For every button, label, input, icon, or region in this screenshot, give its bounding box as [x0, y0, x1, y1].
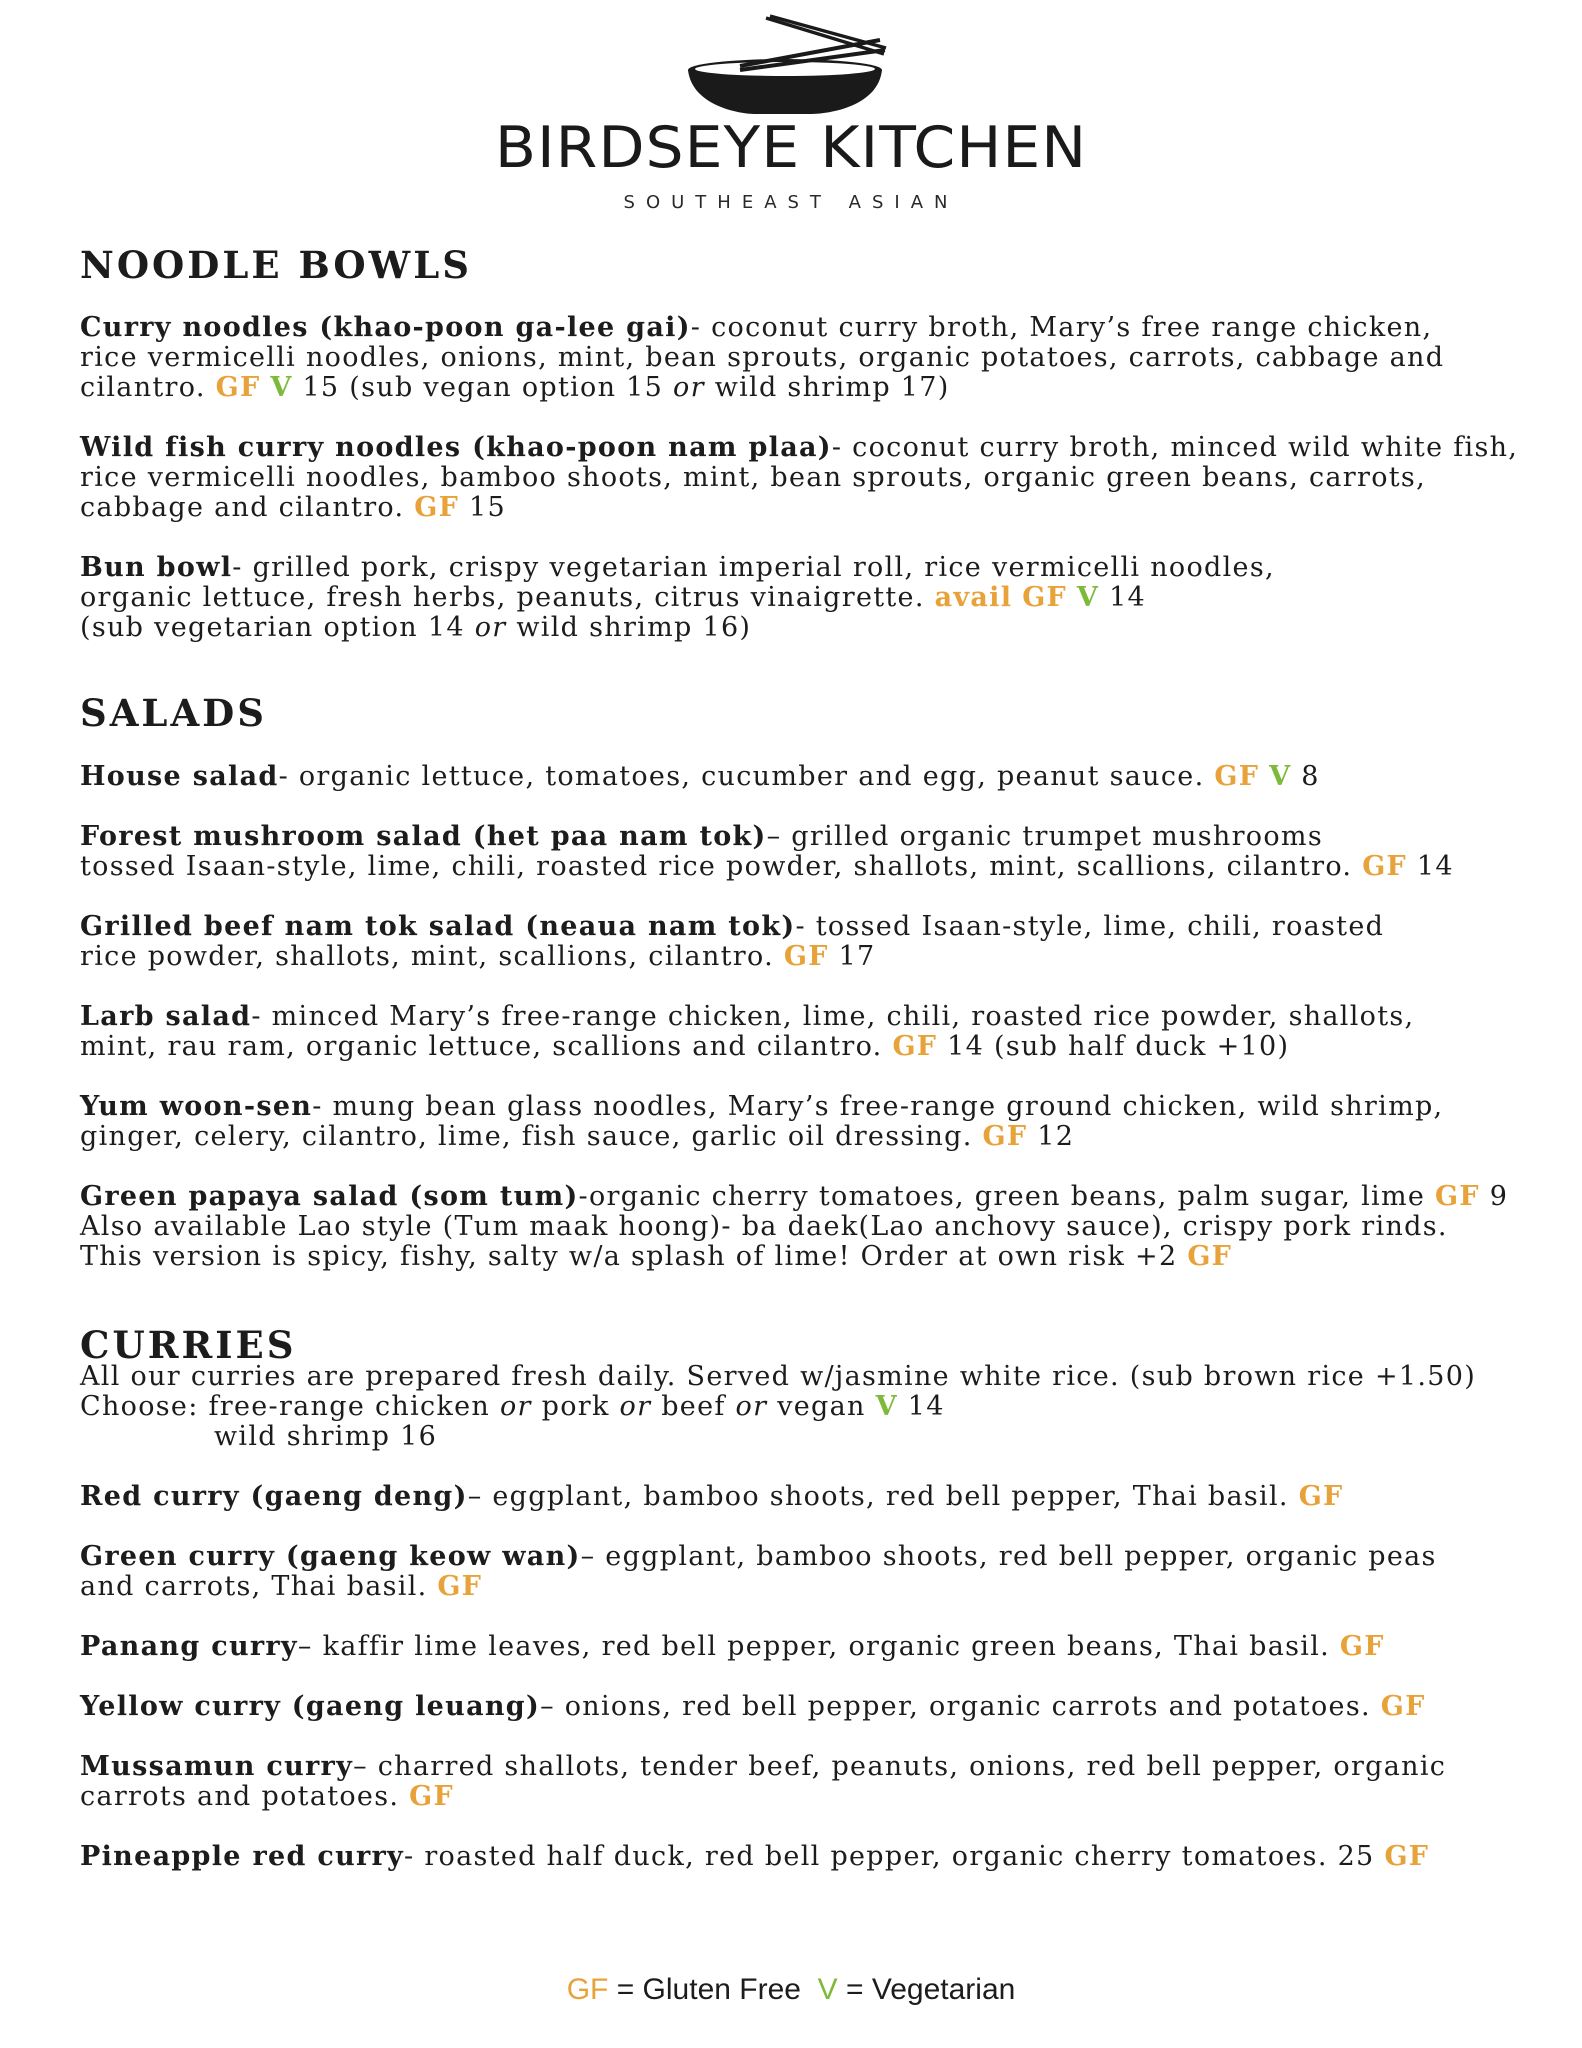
- item-price: 14: [907, 1391, 945, 1422]
- item-description: cilantro.: [80, 372, 206, 403]
- section-title: SALADS: [80, 691, 267, 735]
- or-word: or: [735, 1391, 768, 1422]
- gluten-free-tag: GF: [1214, 761, 1260, 792]
- item-name: Curry noodles (khao-poon ga-lee gai): [80, 312, 691, 343]
- menu-item-forest-mushroom-salad: [80, 822, 1570, 882]
- item-name: Yellow curry (gaeng leuang): [80, 1691, 541, 1722]
- protein-choice: pork: [541, 1391, 610, 1422]
- menu-item-mussamun-curry: [80, 1752, 1570, 1812]
- gluten-free-tag: GF: [1435, 1181, 1480, 1212]
- gluten-free-tag: GF: [1339, 1631, 1385, 1662]
- item-description: – eggplant, bamboo shoots, red bell pepper, Thai basil.: [467, 1481, 1289, 1512]
- menu-item-green-papaya-salad: [80, 1182, 1570, 1272]
- vegetarian-tag: V: [1076, 582, 1100, 613]
- item-price-alt: wild shrimp 17): [714, 372, 950, 403]
- protein-choice: Choose: free-range chicken: [80, 1391, 491, 1422]
- section-curries: [80, 1323, 1570, 1367]
- item-description: rice vermicelli noodles, onions, mint, bean sprouts, organic potatoes, carrots, cabbage and: [80, 342, 1445, 373]
- gluten-free-tag: GF: [1187, 1241, 1233, 1272]
- item-description: - mung bean glass noodles, Mary’s free-range ground chicken, wild shrimp,: [312, 1091, 1444, 1122]
- menu-item-bun-bowl: [80, 553, 1570, 643]
- vegetarian-tag: V: [270, 372, 293, 403]
- item-price: 8: [1301, 761, 1320, 792]
- item-name: Larb salad: [80, 1001, 252, 1032]
- gluten-free-tag: GF: [783, 941, 829, 972]
- gluten-free-tag: GF: [1384, 1841, 1430, 1872]
- item-description: This version is spicy, fishy, salty w/a splash of lime! Order at own risk +2: [80, 1241, 1178, 1272]
- section-title: NOODLE BOWLS: [80, 243, 472, 287]
- item-description: - tossed Isaan-style, lime, chili, roasted: [795, 911, 1385, 942]
- item-description: rice vermicelli noodles, bamboo shoots, mint, bean sprouts, organic green beans, carrots,: [80, 462, 1426, 493]
- avail-tag: avail: [934, 582, 1013, 613]
- gluten-free-tag: GF: [982, 1121, 1028, 1152]
- menu-item-larb-salad: [80, 1002, 1570, 1062]
- brand-tagline: SOUTHEAST ASIAN: [623, 192, 959, 213]
- item-price: 12: [1037, 1121, 1075, 1152]
- gluten-free-tag: GF: [1022, 582, 1068, 613]
- item-price: 9: [1489, 1181, 1509, 1212]
- item-name: Green papaya salad (som tum): [80, 1181, 579, 1212]
- legend-gf-text: = Gluten Free: [616, 1973, 801, 2006]
- menu-item-green-curry: [80, 1542, 1570, 1602]
- item-price: 14: [1109, 582, 1147, 613]
- gluten-free-tag: GF: [1380, 1691, 1426, 1722]
- or-word: or: [619, 1391, 652, 1422]
- item-description: (sub vegetarian option 14: [80, 612, 465, 643]
- item-price: 17: [838, 941, 876, 972]
- item-name: Panang curry: [80, 1631, 298, 1662]
- item-name: Red curry (gaeng deng): [80, 1481, 468, 1512]
- item-name: Mussamun curry: [80, 1751, 354, 1782]
- item-name: Yum woon-sen: [80, 1091, 313, 1122]
- section-noodle-bowls: [80, 243, 1570, 287]
- item-description: ginger, celery, cilantro, lime, fish sauce, garlic oil dressing.: [80, 1121, 973, 1152]
- gluten-free-tag: GF: [414, 492, 460, 523]
- item-price: 15 (sub vegan option 15: [302, 372, 664, 403]
- gluten-free-tag: GF: [892, 1031, 938, 1062]
- item-price: 14: [1416, 851, 1454, 882]
- item-description: - organic lettuce, tomatoes, cucumber and egg, peanut sauce.: [278, 761, 1205, 792]
- item-description: cabbage and cilantro.: [80, 492, 405, 523]
- item-name: Pineapple red curry: [80, 1841, 405, 1872]
- brand-name: BIRDSEYE KITCHEN: [494, 114, 1088, 182]
- item-description: – charred shallots, tender beef, peanuts, onions, red bell pepper, organic: [353, 1751, 1447, 1782]
- gluten-free-tag: GF: [437, 1571, 483, 1602]
- item-description: – grilled organic trumpet mushrooms: [766, 821, 1323, 852]
- protein-choice-shrimp: wild shrimp 16: [214, 1421, 438, 1452]
- gluten-free-tag: GF: [1362, 851, 1408, 882]
- item-price: 15: [469, 492, 506, 523]
- item-description: – eggplant, bamboo shoots, red bell pepper, organic peas: [580, 1541, 1437, 1572]
- menu-item-panang-curry: [80, 1632, 1570, 1662]
- or-word: or: [673, 372, 705, 403]
- section-title: CURRIES: [80, 1323, 297, 1367]
- gluten-free-tag: GF: [1298, 1481, 1344, 1512]
- curries-intro-text: All our curries are prepared fresh daily. Served w/jasmine white rice. (sub brown rice +1.50): [80, 1361, 1477, 1392]
- item-description: tossed Isaan-style, lime, chili, roasted rice powder, shallots, mint, scallions, cilantro.: [80, 851, 1353, 882]
- curries-intro: [80, 1362, 1570, 1452]
- item-description: - coconut curry broth, minced wild white fish,: [831, 432, 1519, 463]
- section-salads: [80, 691, 1570, 735]
- item-description: mint, rau ram, organic lettuce, scallions and cilantro.: [80, 1031, 883, 1062]
- bowl-with-chopsticks-icon: [680, 14, 890, 114]
- item-description: -organic cherry tomatoes, green beans, palm sugar, lime: [578, 1181, 1426, 1212]
- or-word: or: [499, 1391, 532, 1422]
- item-description: rice powder, shallots, mint, scallions, cilantro.: [80, 941, 774, 972]
- item-description: Also available Lao style (Tum maak hoong)- ba daek(Lao anchovy sauce), crispy pork rinds.: [80, 1211, 1448, 1242]
- menu-item-curry-noodles: [80, 313, 1570, 403]
- item-name: House salad: [80, 761, 279, 792]
- menu-item-wild-fish-curry-noodles: [80, 433, 1570, 523]
- item-description: – kaffir lime leaves, red bell pepper, organic green beans, Thai basil.: [297, 1631, 1331, 1662]
- menu-item-house-salad: [80, 762, 1570, 792]
- item-name: Grilled beef nam tok salad (neaua nam tok): [80, 911, 796, 942]
- item-description: and carrots, Thai basil.: [80, 1571, 428, 1602]
- protein-choice: beef: [661, 1391, 726, 1422]
- or-word: or: [474, 612, 507, 643]
- item-name: Bun bowl: [80, 552, 233, 583]
- item-description: carrots and potatoes.: [80, 1781, 400, 1812]
- legend: [0, 1973, 1582, 2007]
- menu-item-yum-woon-sen: [80, 1092, 1570, 1152]
- vegetarian-tag: V: [1269, 761, 1292, 792]
- legend-gf-key: GF: [566, 1973, 609, 2006]
- menu-item-red-curry: [80, 1482, 1570, 1512]
- item-description: - minced Mary’s free-range chicken, lime, chili, roasted rice powder, shallots,: [251, 1001, 1415, 1032]
- item-name: Wild fish curry noodles (khao-poon nam plaa): [80, 432, 832, 463]
- item-description: - grilled pork, crispy vegetarian imperial roll, rice vermicelli noodles,: [232, 552, 1275, 583]
- item-description: – onions, red bell pepper, organic carrots and potatoes.: [540, 1691, 1371, 1722]
- legend-v-key: V: [817, 1973, 838, 2006]
- protein-choice: vegan: [777, 1391, 866, 1422]
- vegetarian-tag: V: [875, 1391, 898, 1422]
- gluten-free-tag: GF: [409, 1781, 454, 1812]
- item-description: - roasted half duck, red bell pepper, organic cherry tomatoes. 25: [404, 1841, 1375, 1872]
- item-description: - coconut curry broth, Mary’s free range chicken,: [690, 312, 1433, 343]
- gluten-free-tag: GF: [215, 372, 261, 403]
- menu-item-grilled-beef-nam-tok-salad: [80, 912, 1570, 972]
- menu-item-pineapple-red-curry: [80, 1842, 1570, 1872]
- legend-v-text: = Vegetarian: [846, 1973, 1016, 2006]
- item-price: 14 (sub half duck +10): [947, 1031, 1290, 1062]
- item-description: organic lettuce, fresh herbs, peanuts, citrus vinaigrette.: [80, 582, 925, 613]
- item-name: Green curry (gaeng keow wan): [80, 1541, 581, 1572]
- menu-item-yellow-curry: [80, 1692, 1570, 1722]
- item-price-alt: wild shrimp 16): [516, 612, 752, 643]
- item-name: Forest mushroom salad (het paa nam tok): [80, 821, 767, 852]
